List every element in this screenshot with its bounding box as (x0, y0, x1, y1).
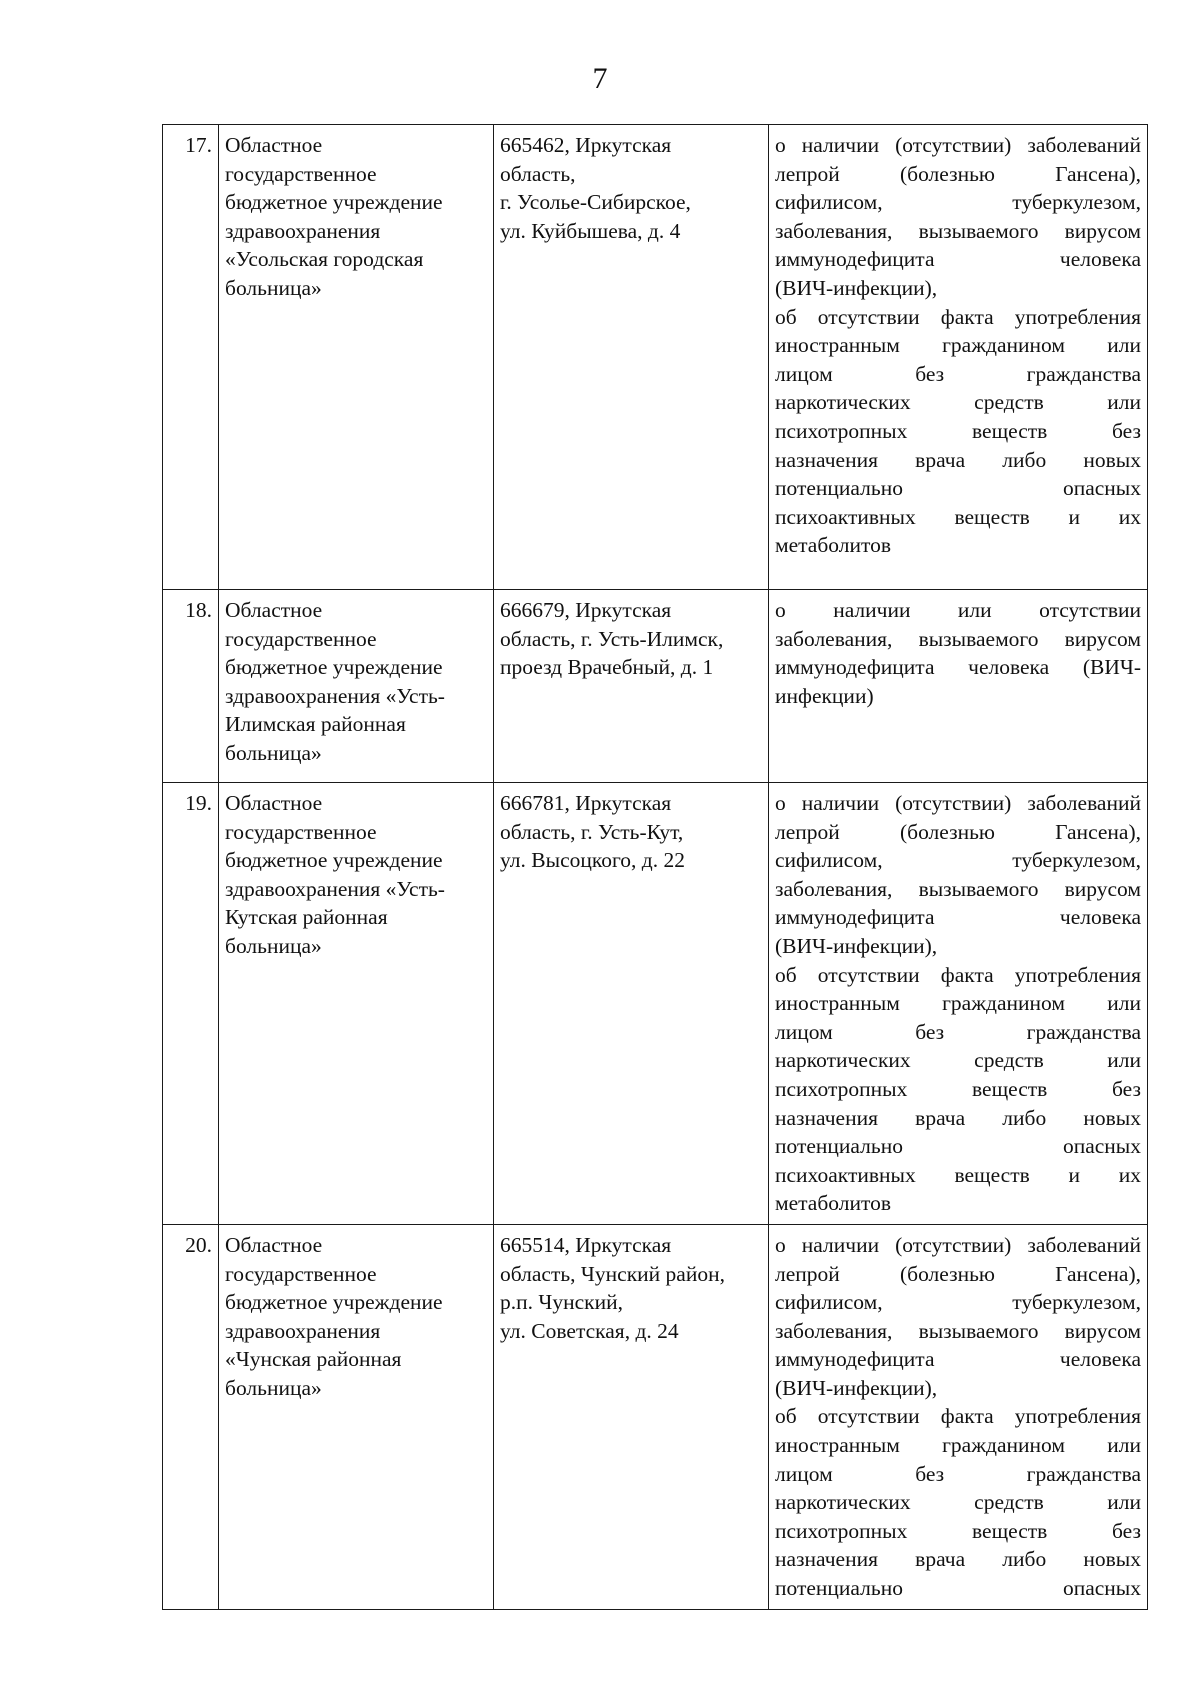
row-number: 19. (163, 783, 219, 1225)
description-line: иностранным гражданином или (775, 991, 1141, 1016)
name-line: «Чунская районная (225, 1347, 402, 1372)
name-line: здравоохранения (225, 218, 381, 243)
address-line: р.п. Чунский, (500, 1290, 623, 1315)
institution-address (494, 1224, 769, 1609)
description-line: (ВИЧ-инфекции), (775, 1375, 938, 1400)
certificate-description (769, 590, 1148, 783)
name-line: государственное (225, 819, 377, 844)
description-line: метаболитов (775, 1191, 892, 1216)
row-number: 17. (163, 125, 219, 590)
description-line: иммунодефицита человека (775, 1347, 1141, 1372)
certificate-description (769, 783, 1148, 1225)
description-line: психоактивных веществ и их (775, 504, 1141, 529)
table-row (163, 783, 1148, 1225)
name-line: больница» (225, 1375, 322, 1400)
description-line: лепрой (болезнью Гансена), (775, 1261, 1141, 1286)
certificate-description (769, 125, 1148, 590)
description-line: сифилисом, туберкулезом, (775, 848, 1141, 873)
name-line: государственное (225, 161, 377, 186)
description-line: наркотических средств или (775, 1048, 1141, 1073)
name-line: Илимская районная (225, 712, 406, 737)
address-line: ул. Советская, д. 24 (500, 1318, 679, 1343)
description-line: потенциально опасных (775, 476, 1141, 501)
institution-name (219, 125, 494, 590)
description-line: назначения врача либо новых (775, 1105, 1141, 1130)
address-line: 665462, Иркутская (500, 133, 672, 157)
table-row (163, 590, 1148, 783)
description-line: лицом без гражданства (775, 361, 1141, 386)
description-line: о наличии (отсутствии) заболеваний (775, 1232, 1141, 1257)
description-line: лицом без гражданства (775, 1019, 1141, 1044)
name-line: здравоохранения «Усть- (225, 876, 445, 901)
description-line: иностранным гражданином или (775, 1433, 1141, 1458)
name-line: бюджетное учреждение (225, 190, 443, 215)
description-line: назначения врача либо новых (775, 447, 1141, 472)
address-line: 666781, Иркутская (500, 791, 672, 815)
address-line: область, г. Усть-Илимск, (500, 626, 724, 651)
description-line: метаболитов (775, 533, 892, 558)
description-line: иностранным гражданином или (775, 333, 1141, 358)
name-line: больница» (225, 740, 322, 765)
address-line: 666679, Иркутская (500, 598, 672, 622)
name-line: Областное (225, 598, 323, 622)
description-line: о наличии (отсутствии) заболеваний (775, 791, 1141, 815)
table-row (163, 125, 1148, 590)
description-line: психоактивных веществ и их (775, 1162, 1141, 1187)
institution-address (494, 125, 769, 590)
name-line: Областное (225, 791, 323, 815)
description-line: заболевания, вызываемого вирусом (775, 1318, 1141, 1343)
description-line: потенциально опасных (775, 1134, 1141, 1159)
name-line: государственное (225, 1261, 377, 1286)
name-line: больница» (225, 933, 322, 958)
certificate-description (769, 1224, 1148, 1609)
name-line: государственное (225, 626, 377, 651)
name-line: бюджетное учреждение (225, 655, 443, 680)
page-number: 7 (592, 62, 608, 95)
row-number: 18. (163, 590, 219, 783)
name-line: Областное (225, 133, 323, 157)
institutions-table (162, 124, 1148, 1610)
description-line: об отсутствии факта употребления (775, 1404, 1141, 1429)
description-line: иммунодефицита человека (775, 905, 1141, 930)
description-line: наркотических средств или (775, 1490, 1141, 1515)
name-line: Кутская районная (225, 905, 388, 930)
institution-name (219, 1224, 494, 1609)
description-line: об отсутствии факта употребления (775, 962, 1141, 987)
name-line: бюджетное учреждение (225, 848, 443, 873)
description-line: психотропных веществ без (775, 418, 1141, 443)
address-line: область, (500, 161, 576, 186)
address-line: область, Чунский район, (500, 1261, 725, 1286)
description-line: психотропных веществ без (775, 1518, 1141, 1543)
name-line: Областное (225, 1232, 323, 1257)
description-line: заболевания, вызываемого вирусом (775, 626, 1141, 651)
address-line: 665514, Иркутская (500, 1232, 672, 1257)
address-line: г. Усолье-Сибирское, (500, 190, 691, 215)
description-line: (ВИЧ-инфекции), (775, 933, 938, 958)
description-line: инфекции) (775, 683, 874, 708)
description-line: иммунодефицита человека (775, 247, 1141, 272)
name-line: здравоохранения «Усть- (225, 683, 445, 708)
name-line: «Усольская городская (225, 247, 424, 272)
description-line: (ВИЧ-инфекции), (775, 275, 938, 300)
description-line: лепрой (болезнью Гансена), (775, 161, 1141, 186)
name-line: здравоохранения (225, 1318, 381, 1343)
description-line: сифилисом, туберкулезом, (775, 190, 1141, 215)
description-line: назначения врача либо новых (775, 1547, 1141, 1572)
description-line: психотропных веществ без (775, 1076, 1141, 1101)
description-line: сифилисом, туберкулезом, (775, 1290, 1141, 1315)
institution-name (219, 590, 494, 783)
description-line: лицом без гражданства (775, 1461, 1141, 1486)
row-number: 20. (163, 1224, 219, 1609)
description-line: заболевания, вызываемого вирусом (775, 218, 1141, 243)
description-line: об отсутствии факта употребления (775, 304, 1141, 329)
description-line: потенциально опасных (775, 1576, 1141, 1601)
address-line: проезд Врачебный, д. 1 (500, 655, 714, 680)
description-line: иммунодефицита человека (ВИЧ- (775, 655, 1141, 680)
address-line: область, г. Усть-Кут, (500, 819, 684, 844)
description-line: о наличии (отсутствии) заболеваний (775, 133, 1141, 157)
institution-address (494, 590, 769, 783)
institution-address (494, 783, 769, 1225)
address-line: ул. Высоцкого, д. 22 (500, 848, 685, 873)
description-line: лепрой (болезнью Гансена), (775, 819, 1141, 844)
description-line: наркотических средств или (775, 390, 1141, 415)
name-line: больница» (225, 275, 322, 300)
table-row (163, 1224, 1148, 1609)
name-line: бюджетное учреждение (225, 1290, 443, 1315)
institution-name (219, 783, 494, 1225)
address-line: ул. Куйбышева, д. 4 (500, 218, 681, 243)
description-line: заболевания, вызываемого вирусом (775, 876, 1141, 901)
description-line: о наличии или отсутствии (775, 598, 1141, 622)
